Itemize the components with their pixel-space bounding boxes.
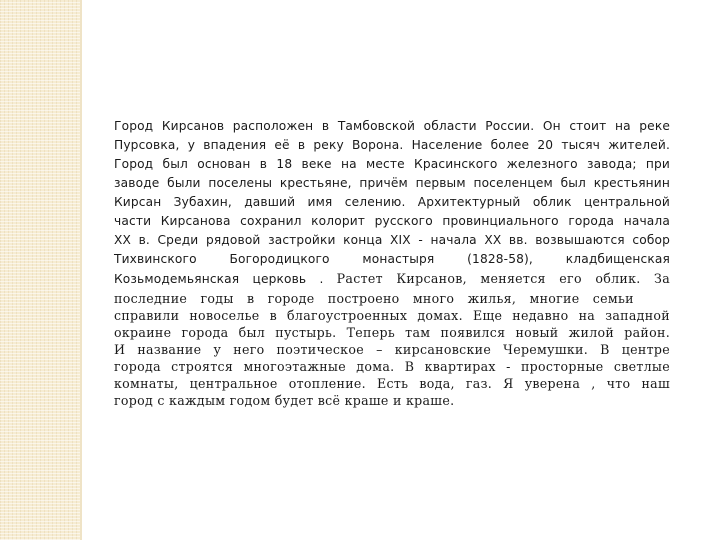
text-line: Город был основан в 18 веке на месте Красинского железного завода; при <box>114 157 670 171</box>
mixed-text-line <box>114 269 670 288</box>
side-divider <box>80 0 82 540</box>
text-line: Тихвинского Богородицкого монастыря (1828-58), кладбищенская <box>114 252 670 266</box>
text-segment-sans: Козьмодемьянская церковь . <box>114 272 324 286</box>
text-line: город с каждым годом будет всё краше и краше. <box>114 393 455 408</box>
text-line: Пурсовка, у впадения её в реку Ворона. Население более 20 тысяч жителей. <box>114 138 670 152</box>
text-line: И название у него поэтическое – кирсановские Черемушки. В центре <box>114 342 670 357</box>
text-line: XX в. Среди рядовой застройки конца XIX - начала XX вв. возвышаются собор <box>114 233 670 247</box>
text-block <box>114 117 670 409</box>
text-line: части Кирсанова сохранил колорит русского провинциального города начала <box>114 214 670 228</box>
text-line: комнаты, центральное отопление. Есть вода, газ. Я уверена , что наш <box>114 376 670 391</box>
text-line: справили новоселье в благоустроенных домах. Еще недавно на западной <box>114 308 670 323</box>
decorative-side-strip <box>0 0 80 540</box>
text-line: города строятся многоэтажные дома. В квартирах - просторные светлые <box>114 359 670 374</box>
text-line: последние годы в городе построено много жилья, многие семьи <box>114 291 634 306</box>
text-segment-serif: Растет Кирсанов, меняется его облик. За <box>336 271 671 286</box>
text-line: Город Кирсанов расположен в Тамбовской области России. Он стоит на реке <box>114 119 670 133</box>
text-line: Кирсан Зубахин, давший имя селению. Архитектурный облик центральной <box>114 195 670 209</box>
text-line: окраине города был пустырь. Теперь там появился новый жилой район. <box>114 325 670 340</box>
text-line: заводе были поселены крестьяне, причём первым поселенцем был крестьянин <box>114 176 670 190</box>
